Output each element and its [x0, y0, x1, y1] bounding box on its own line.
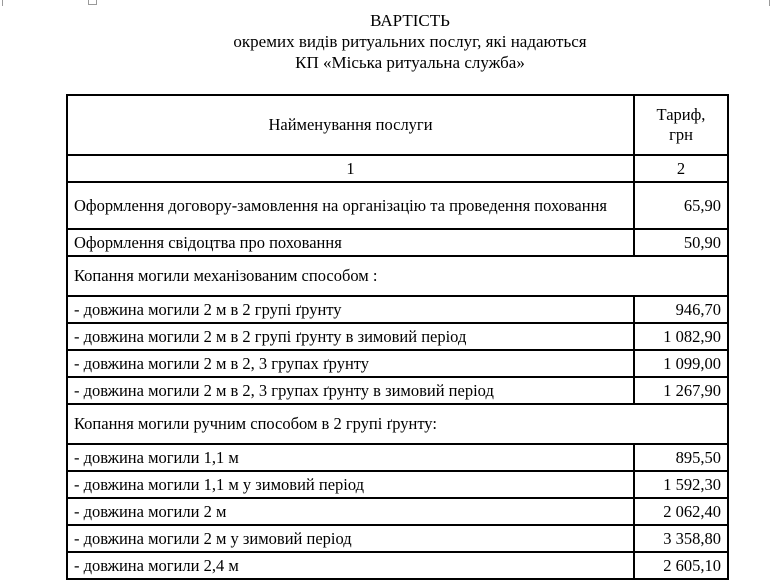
column-number-2: 2: [634, 155, 728, 182]
table-row: [67, 323, 728, 350]
column-number-row: [67, 155, 728, 182]
service-name: Оформлення свідоцтва про поховання: [67, 229, 634, 256]
service-name: - довжина могили 2 м в 2, 3 групах ґрунту: [67, 350, 634, 377]
service-name: - довжина могили 2 м в 2 групі ґрунту: [67, 296, 634, 323]
document-title: ВАРТІСТЬ: [370, 11, 450, 30]
table-header-row: [67, 95, 728, 155]
service-name: - довжина могили 2,4 м: [67, 552, 634, 579]
table-row: [67, 229, 728, 256]
table-row: [67, 471, 728, 498]
table-row: [67, 377, 728, 404]
service-price: 1 267,90: [634, 377, 728, 404]
service-price: 50,90: [634, 229, 728, 256]
service-name: - довжина могили 1,1 м: [67, 444, 634, 471]
column-header-tariff: Тариф, грн: [634, 95, 728, 155]
section-row: [67, 404, 728, 444]
column-header-service: Найменування послуги: [67, 95, 634, 155]
service-price: 2 605,10: [634, 552, 728, 579]
page-edge-left: [0, 0, 3, 6]
column-number-1: 1: [67, 155, 634, 182]
service-price: 1 592,30: [634, 471, 728, 498]
service-price: 1 082,90: [634, 323, 728, 350]
section-title: Копання могили ручним способом в 2 групі ґрунту:: [67, 404, 728, 444]
service-price: 2 062,40: [634, 498, 728, 525]
document-organization: КП «Міська ритуальна служба»: [295, 53, 525, 72]
service-name: - довжина могили 2 м у зимовий період: [67, 525, 634, 552]
table-row: [67, 498, 728, 525]
document-header: [0, 10, 772, 73]
service-price: 1 099,00: [634, 350, 728, 377]
service-name: - довжина могили 1,1 м у зимовий період: [67, 471, 634, 498]
service-name: - довжина могили 2 м в 2 групі ґрунту в зимовий період: [67, 323, 634, 350]
service-price: 3 358,80: [634, 525, 728, 552]
document-subtitle: окремих видів ритуальних послуг, які надаються: [233, 32, 587, 51]
service-name: Оформлення договору-замовлення на організацію та проведення поховання: [67, 182, 634, 229]
table-row: [67, 296, 728, 323]
service-name: - довжина могили 2 м в 2, 3 групах ґрунту в зимовий період: [67, 377, 634, 404]
section-title: Копання могили механізованим способом :: [67, 256, 728, 296]
table-row: [67, 444, 728, 471]
tariff-table: [66, 94, 729, 580]
table-row: [67, 350, 728, 377]
table-row: [67, 552, 728, 579]
section-row: [67, 256, 728, 296]
table-row: [67, 182, 728, 229]
table-row: [67, 525, 728, 552]
service-price: 946,70: [634, 296, 728, 323]
service-price: 895,50: [634, 444, 728, 471]
text-boundary-mark: [88, 0, 97, 5]
service-price: 65,90: [634, 182, 728, 229]
service-name: - довжина могили 2 м: [67, 498, 634, 525]
